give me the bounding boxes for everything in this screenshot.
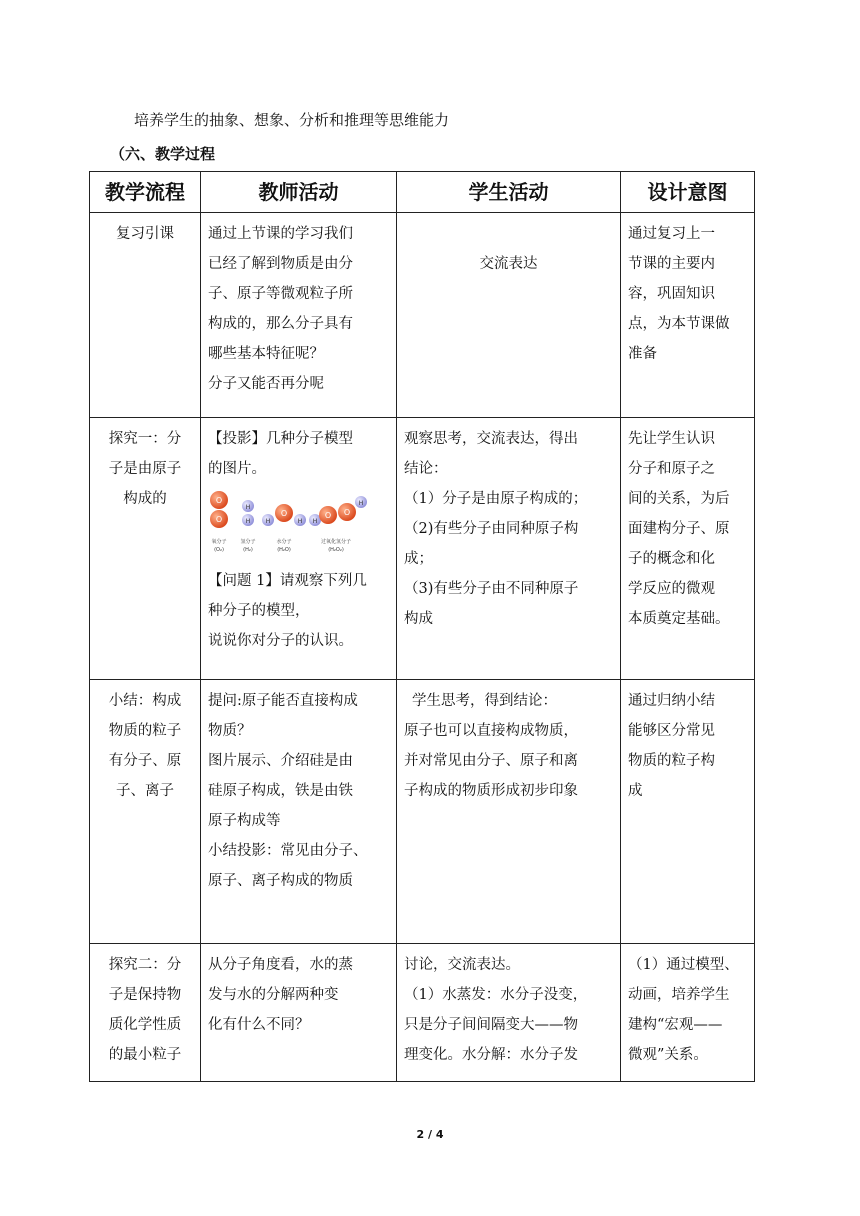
atom-label: O [280, 509, 288, 518]
text-line: 化有什么不同？ [208, 1017, 310, 1033]
text-line: 节课的主要内 [628, 256, 715, 272]
text-line: 结论： [404, 461, 448, 477]
molecule-caption: 水分子 [276, 539, 292, 545]
text-line: 点，为本节课做 [628, 316, 730, 332]
atom-label: H [358, 500, 364, 507]
text-line: 的图片。 [208, 461, 266, 477]
text-line: 构成 [404, 611, 433, 627]
molecule-caption: 过氧化氢分子 [320, 539, 352, 545]
intent-cell [621, 213, 755, 418]
text-line: 并对常见由分子、原子和离 [404, 753, 578, 769]
molecule-formula: (H₂O) [277, 547, 291, 553]
text-line: 子是由原子 [108, 461, 182, 477]
water-molecule [262, 504, 306, 526]
intro-line: 培养学生的抽象、想象、分析和推理等思维能力 [134, 111, 450, 129]
table-header-row [90, 172, 755, 213]
text-line: 已经了解到物质是由分 [208, 256, 353, 272]
header-stage: 教学流程 [90, 172, 201, 213]
header-student: 学生活动 [397, 172, 621, 213]
oxygen-molecule [210, 491, 228, 528]
stage-cell [90, 418, 201, 680]
atom-label: H [245, 518, 251, 525]
page-number: 2 / 4 [416, 1128, 444, 1141]
text-line: （1）水蒸发：水分子没变， [404, 987, 588, 1003]
text-line: 的最小粒子 [108, 1047, 182, 1063]
text-line: （3)有些分子由不同种原子 [404, 581, 579, 597]
student-cell [397, 680, 621, 944]
text-line: 【问题 1】请观察下列几 [208, 573, 367, 589]
atom-label: H [245, 504, 251, 511]
text-line: 理变化。水分解：水分子发 [404, 1047, 578, 1063]
text-line: 分子又能否再分呢 [208, 376, 324, 392]
table-row [90, 213, 755, 418]
text-line: 建构“宏观—— [628, 1017, 723, 1033]
teacher-cell [201, 213, 397, 418]
text-line: （1）分子是由原子构成的； [404, 491, 588, 507]
text-line: 原子也可以直接构成物质， [404, 723, 578, 739]
text-line: 质化学性质 [108, 1017, 182, 1033]
text-line: 构成的 [123, 491, 167, 507]
text-line: 种分子的模型， [208, 603, 310, 619]
text-line: 原子、离子构成的物质 [208, 873, 353, 889]
text-line: 微观”关系。 [628, 1047, 708, 1063]
text-line: 讨论，交流表达。 [404, 957, 520, 973]
text-line: 面建构分子、原 [628, 521, 730, 537]
teacher-cell [201, 944, 397, 1082]
student-text: 交流表达 [479, 256, 538, 272]
stage-text: 复习引课 [116, 226, 174, 242]
atom-label: H [297, 518, 303, 525]
text-line: 物质的粒子 [108, 723, 182, 739]
text-line: 子构成的物质形成初步印象 [404, 783, 578, 799]
molecule-caption: 氧分子 [211, 539, 227, 545]
teaching-process-table [89, 171, 755, 1082]
text-line: 动画，培养学生 [628, 987, 730, 1003]
text-line: 原子构成等 [208, 813, 281, 829]
text-line: （1）通过模型、 [628, 957, 739, 973]
atom-label: O [324, 511, 332, 520]
table-row [90, 944, 755, 1082]
text-line: 通过上节课的学习我们 [208, 226, 353, 242]
intent-cell [621, 944, 755, 1082]
table-row [90, 418, 755, 680]
text-line: 物质的粒子构 [628, 753, 715, 769]
atom-label: O [215, 496, 223, 505]
hydrogen-peroxide-molecule [309, 496, 367, 526]
teacher-cell [201, 418, 397, 680]
text-line: 探究一：分 [108, 431, 182, 447]
text-line: 子是保持物 [108, 987, 182, 1003]
text-line: 物质？ [208, 723, 252, 739]
molecule-caption: 氢分子 [240, 539, 256, 545]
table-row [90, 680, 755, 944]
molecule-formula: (H₂O₂) [328, 547, 344, 553]
intent-cell [621, 418, 755, 680]
molecule-formula: (H₂) [243, 547, 253, 553]
molecule-formula: (O₂) [214, 547, 224, 553]
text-line: 说说你对分子的认识。 [208, 633, 353, 649]
intent-cell [621, 680, 755, 944]
text-line: 小结投影：常见由分子、 [208, 843, 368, 859]
atom-label: H [265, 518, 271, 525]
text-line: 成 [628, 783, 643, 799]
text-line: （2)有些分子由同种原子构 [404, 521, 579, 537]
text-line: 本质奠定基础。 [628, 611, 730, 627]
text-line: 只是分子间间隔变大——物 [404, 1017, 578, 1033]
text-line: 发与水的分解两种变 [208, 987, 339, 1003]
text-line: 从分子角度看，水的蒸 [208, 957, 353, 973]
header-teacher: 教师活动 [201, 172, 397, 213]
text-line: 图片展示、介绍硅是由 [208, 753, 353, 769]
text-line: 间的关系，为后 [628, 491, 730, 507]
text-line: 准备 [628, 346, 657, 362]
atom-label: O [343, 508, 351, 517]
text-line: 提问:原子能否直接构成 [208, 693, 358, 709]
text-line: 观察思考，交流表达，得出 [404, 431, 578, 447]
stage-cell [90, 680, 201, 944]
text-line: 有分子、原 [108, 753, 182, 769]
text-line: 子的概念和化 [628, 551, 715, 567]
molecule-models-image [208, 488, 378, 560]
text-line: 通过复习上一 [628, 226, 715, 242]
text-line: 成； [404, 551, 433, 567]
header-intent: 设计意图 [621, 172, 755, 213]
teacher-cell [201, 680, 397, 944]
hydrogen-molecule [242, 500, 254, 526]
text-line: 通过归纳小结 [628, 693, 715, 709]
student-cell [397, 944, 621, 1082]
text-line: 探究二：分 [108, 957, 182, 973]
student-cell [397, 213, 621, 418]
text-line: 子、离子 [116, 783, 174, 799]
text-line: 【投影】几种分子模型 [208, 431, 353, 447]
text-line: 分子和原子之 [628, 461, 715, 477]
text-line: 能够区分常见 [628, 723, 715, 739]
section-title: （六、教学过程 [110, 145, 216, 163]
stage-cell [90, 944, 201, 1082]
text-line: 构成的，那么分子具有 [208, 316, 353, 332]
text-line: 学生思考，得到结论： [412, 693, 557, 709]
text-line: 哪些基本特征呢？ [208, 346, 324, 362]
text-line: 小结：构成 [108, 693, 182, 709]
text-line: 容，巩固知识 [628, 286, 715, 302]
text-line: 学反应的微观 [628, 581, 715, 597]
stage-cell [90, 213, 201, 418]
student-cell [397, 418, 621, 680]
text-line: 硅原子构成，铁是由铁 [208, 783, 353, 799]
atom-label: O [215, 515, 223, 524]
text-line: 子、原子等微观粒子所 [208, 286, 353, 302]
text-line: 先让学生认识 [628, 431, 715, 447]
atom-label: H [312, 518, 318, 525]
